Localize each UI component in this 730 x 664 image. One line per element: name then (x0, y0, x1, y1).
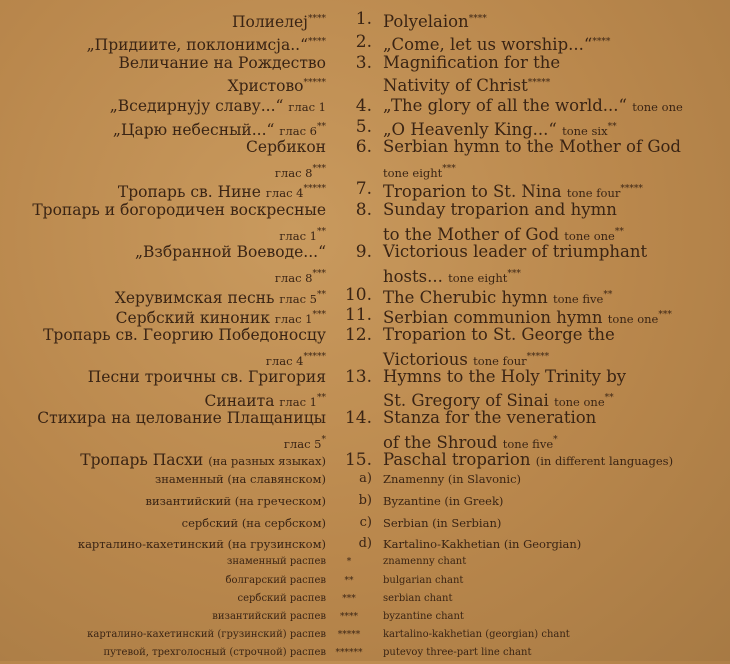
item-russian-text: Тропарь св. Георгию Победоносцу (43, 326, 326, 344)
item-english-title (383, 136, 681, 158)
subitem-letter: a) (359, 471, 372, 486)
item-line-continued (0, 387, 730, 409)
item-line (0, 136, 730, 158)
legend-mark: * (346, 557, 352, 567)
item-number: 7. (355, 179, 372, 199)
item-english-text: Serbian hymn to the Mother of God (383, 137, 681, 156)
item-english-title (383, 95, 683, 118)
item-russian-tone-2: глас 5 (283, 437, 322, 451)
item-russian-text: Песни троичны св. Григория (87, 368, 326, 386)
item-english-text: Polyelaion (383, 12, 469, 31)
item-english-title (383, 199, 617, 221)
item-russian-tone: глас 6 (279, 124, 317, 138)
item-number: 5. (355, 117, 372, 137)
item-russian-title (43, 324, 326, 346)
item-russian-tone: (на разных языках) (208, 454, 326, 468)
item-russian-stars-2: *** (312, 269, 326, 279)
item-russian-stars-2: ***** (303, 78, 326, 88)
item-english-stars: **** (592, 37, 611, 47)
item-english-stars: ***** (620, 184, 643, 194)
legend-english: bulgarian chant (383, 575, 464, 586)
item-number: 9. (355, 242, 372, 262)
legend-english: serbian chant (383, 593, 453, 604)
subitem-russian: знаменный (на славянском) (155, 472, 326, 486)
item-line (0, 31, 730, 53)
item-russian-title (32, 199, 326, 221)
item-english-stars-2: ***** (527, 78, 551, 88)
legend-mark: ****** (335, 648, 363, 658)
item-russian-title (246, 136, 326, 158)
item-english-text-2: to the Mother of God (383, 225, 560, 244)
item-english-tone: tone four (566, 186, 621, 200)
item-line (0, 284, 730, 306)
item-russian-tone-2: глас 4 (265, 354, 304, 368)
legend-russian: сербский распев (237, 593, 326, 604)
item-english-tone: tone five (552, 292, 604, 306)
item-number: 1. (355, 9, 372, 29)
item-english-stars-2: * (553, 435, 558, 445)
item-russian-stars-2: ***** (303, 352, 326, 362)
subitem-letter: d) (358, 536, 372, 551)
legend-mark: **** (340, 612, 358, 622)
item-english-tone: tone six (562, 124, 608, 138)
item-russian-text: „Взбранной Воеводе...“ (135, 243, 326, 261)
item-russian-continued (228, 72, 326, 97)
legend-mark: ***** (337, 630, 361, 640)
legend-mark: *** (342, 594, 356, 604)
item-russian-title (232, 8, 326, 33)
item-english-tone-2: tone one (554, 395, 605, 409)
item-english-title (383, 52, 560, 74)
legend-english: byzantine chant (383, 611, 464, 622)
item-russian-stars-2: * (321, 435, 326, 445)
item-russian-stars-2: *** (312, 164, 326, 174)
item-number: 13. (344, 367, 372, 387)
item-number: 8. (355, 200, 372, 220)
subitem-letter: c) (359, 515, 372, 530)
item-english-text: Troparion to St. George the (383, 325, 615, 344)
legend-english: kartalino-kakhetian (georgian) chant (383, 629, 570, 640)
subitem-english: Byzantine (in Greek) (383, 494, 504, 508)
item-russian-text: „Царю небесный...“ (112, 121, 275, 139)
item-line-continued (0, 221, 730, 243)
item-russian-stars: ***** (303, 184, 326, 194)
item-line (0, 199, 730, 221)
legend-russian: путевой, трехголосный (строчной) распев (103, 647, 326, 658)
legend-english: znamenny chant (383, 556, 467, 567)
legend-russian: византийский распев (212, 611, 326, 622)
item-line-continued (0, 346, 730, 368)
item-russian-title (110, 95, 326, 118)
legend-russian: знаменный распев (226, 556, 326, 567)
item-english-title (383, 324, 615, 346)
item-russian-text: Тропарь Пасхи (80, 451, 204, 469)
item-english-text: „O Heavenly King...“ (383, 120, 557, 139)
subitem-english: Znamenny (in Slavonic) (383, 472, 521, 486)
item-russian-tone: глас 1 (288, 100, 326, 114)
item-number: 15. (344, 450, 372, 470)
item-russian-tone: глас 4 (265, 186, 304, 200)
item-russian-stars: *** (312, 310, 326, 320)
legend-russian: карталино-кахетинский (грузинский) распев (87, 629, 326, 640)
item-english-title (383, 8, 487, 33)
item-russian-text: „Придиите, поклонимсја..“ (86, 36, 308, 54)
subitem-letter: b) (358, 493, 372, 508)
legend-english: putevoy three-part line chant (383, 647, 532, 658)
subitem-row (0, 468, 730, 490)
item-line (0, 52, 730, 74)
item-line (0, 241, 730, 263)
item-number: 11. (344, 305, 372, 325)
item-russian-text-2: Христово (227, 77, 304, 95)
legend-mark: ** (344, 576, 354, 586)
item-russian-text: Тропарь и богородичен воскресные (32, 201, 326, 219)
item-english-text: Hymns to the Holy Trinity by (383, 367, 627, 386)
item-line-continued (0, 429, 730, 451)
item-english-text: Stanza for the veneration (383, 408, 597, 427)
item-russian-text: Херувимская песнь (114, 289, 275, 307)
item-english-text: The Cherubic hymn (383, 288, 548, 307)
item-number: 6. (355, 137, 372, 157)
item-english-title (383, 407, 596, 429)
item-english-tone: tone one (607, 312, 659, 326)
item-russian-text: Стихира на целование Плащаницы (37, 409, 326, 427)
item-line-continued (0, 263, 730, 285)
item-english-tone-2: tone eight (383, 166, 443, 180)
item-russian-stars: ** (317, 290, 326, 300)
item-line (0, 8, 730, 30)
item-english-stars-2: ***** (526, 352, 550, 362)
item-line-continued (0, 72, 730, 94)
item-russian-text: „Вседирнују славу...“ (109, 97, 284, 115)
item-line (0, 178, 730, 200)
item-english-text: Magnification for the (383, 53, 561, 72)
item-english-stars: **** (468, 14, 487, 24)
item-number: 4. (355, 96, 372, 116)
item-english-stars: ** (603, 290, 613, 300)
item-english-continued (383, 72, 550, 97)
item-english-stars-2: ** (614, 227, 624, 237)
item-russian-tone-2: глас 1 (279, 395, 317, 409)
item-russian-tone-2: глас 8 (274, 166, 313, 180)
item-english-text-2: Victorious (383, 350, 468, 369)
item-number: 14. (344, 408, 372, 428)
item-russian-stars-2: ** (317, 393, 326, 403)
item-russian-text: Сербикон (246, 138, 326, 156)
item-english-tone: (in different languages) (535, 454, 674, 468)
item-english-text: Sunday troparion and hymn (383, 200, 617, 219)
item-english-text-2: hosts... (383, 267, 443, 286)
item-russian-tone-2: глас 1 (279, 229, 317, 243)
item-english-stars: *** (658, 310, 672, 320)
item-english-text: „The glory of all the world...“ (383, 96, 627, 115)
item-english-text: Serbian communion hymn (383, 308, 603, 327)
item-english-text: Troparion to St. Nina (383, 182, 562, 201)
item-english-stars-2: *** (507, 269, 521, 279)
item-russian-title (135, 241, 326, 263)
item-english-tone: tone one (632, 100, 683, 114)
item-line (0, 116, 730, 138)
subitem-row (0, 512, 730, 534)
item-russian-text: Величание на Рождество (118, 54, 326, 72)
item-line-continued (0, 158, 730, 180)
item-russian-title (88, 366, 326, 388)
item-line (0, 407, 730, 429)
subitem-english: Kartalino-Kakhetian (in Georgian) (383, 537, 582, 551)
item-russian-tone: глас 1 (274, 312, 313, 326)
item-english-stars-2: *** (442, 164, 456, 174)
item-english-stars-2: ** (604, 393, 614, 403)
item-russian-stars: ** (317, 122, 326, 132)
subitem-english: Serbian (in Serbian) (383, 516, 502, 530)
item-russian-stars: **** (308, 14, 326, 24)
item-russian-text-2: Синаита (204, 392, 275, 410)
item-number: 12. (344, 325, 372, 345)
item-english-tone-2: tone one (564, 229, 615, 243)
item-russian-title (118, 52, 326, 74)
item-english-text-2: Nativity of Christ (383, 76, 528, 95)
item-number: 2. (355, 32, 372, 52)
item-english-text-2: St. Gregory of Sinai (383, 391, 549, 410)
item-english-title (383, 241, 647, 263)
item-russian-text: Тропарь св. Нине (117, 183, 261, 201)
item-english-tone-2: tone eight (448, 271, 508, 285)
item-russian-tone-2: глас 8 (274, 271, 313, 285)
item-number: 3. (355, 53, 372, 73)
item-russian-stars: **** (308, 37, 326, 47)
item-english-text-2: of the Shroud (383, 433, 498, 452)
item-russian-text: Полиелеј (231, 13, 308, 31)
subitem-russian: сербский (на сербском) (181, 516, 326, 530)
item-line (0, 95, 730, 117)
item-english-tone-2: tone five (502, 437, 554, 451)
item-line (0, 366, 730, 388)
subitem-russian: византийский (на греческом) (145, 494, 326, 508)
item-russian-text: Сербский киноник (115, 309, 270, 327)
item-english-title (383, 366, 626, 388)
legend-russian: болгарский распев (225, 575, 326, 586)
subitem-row (0, 490, 730, 512)
item-english-text: „Come, let us worship...“ (383, 35, 593, 54)
item-english-text: Paschal troparion (383, 450, 531, 469)
item-english-tone-2: tone four (473, 354, 527, 368)
item-line (0, 304, 730, 326)
item-russian-stars-2: ** (317, 227, 326, 237)
item-english-text: Victorious leader of triumphant (383, 242, 648, 261)
item-russian-tone: глас 5 (279, 292, 317, 306)
item-english-stars: ** (607, 122, 617, 132)
item-russian-title (37, 407, 326, 429)
subitem-russian: карталино-кахетинский (на грузинском) (77, 537, 326, 551)
item-number: 10. (344, 285, 372, 305)
item-line (0, 324, 730, 346)
